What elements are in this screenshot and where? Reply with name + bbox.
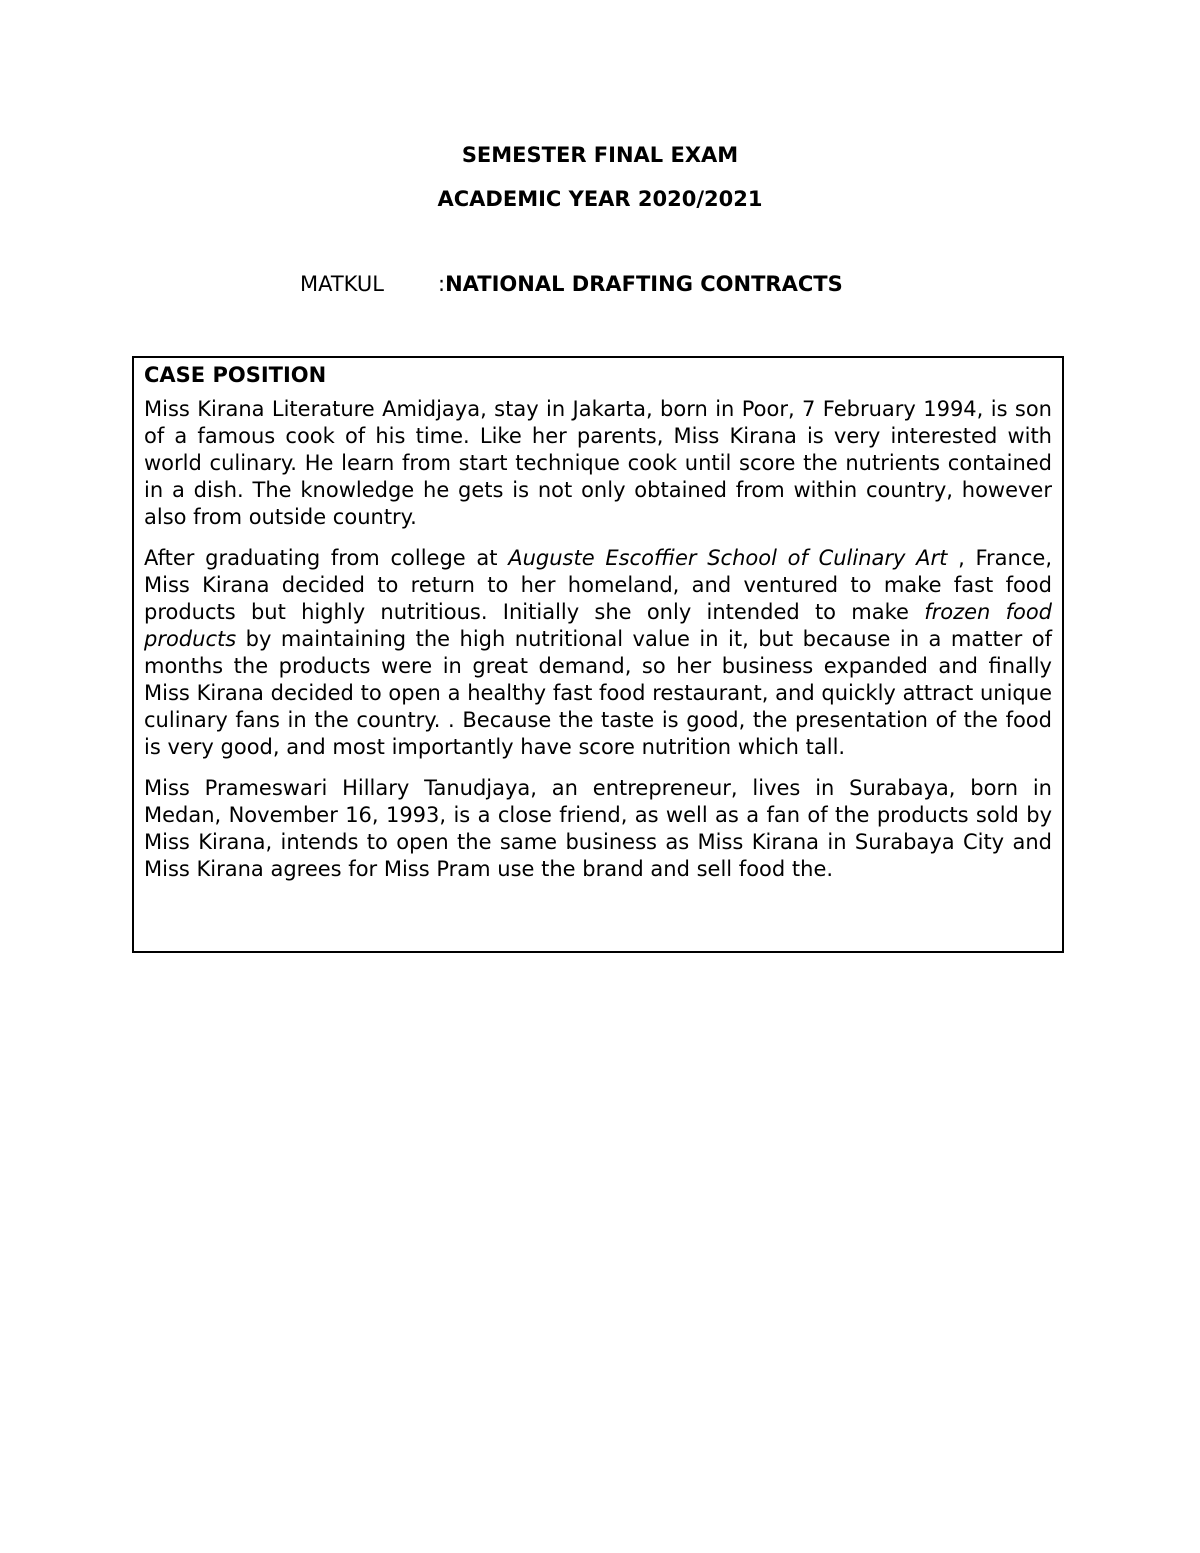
subject-label: MATKUL — [300, 272, 384, 296]
academic-year: ACADEMIC YEAR 2020/2021 — [437, 187, 763, 211]
product-term: frozen food products — [144, 600, 1053, 651]
case-paragraph-2-text: After graduating from college at — [144, 546, 509, 570]
subject-value: NATIONAL DRAFTING CONTRACTS — [445, 272, 843, 296]
exam-title: SEMESTER FINAL EXAM — [461, 143, 739, 167]
case-paragraph-1: Miss Kirana Literature Amidjaya, stay in Jakarta, born in Poor, 7 February 1994, is son of a famous cook of his time. Like her parents, Miss Kirana is very interested with world culinary. He learn from start technique cook until score the nutrients contained in a dish. The knowledge he gets is not only obtained from within country, however also from outside country. — [144, 397, 1052, 529]
subject-row — [300, 270, 1000, 298]
case-paragraph-2-text: , France, Miss Kirana decided to return to her homeland, and ventured to make fast food products but highly nutritious. Initially she only intended to make — [144, 546, 1053, 624]
case-paragraph-3: Miss Prameswari Hillary Tanudjaya, an entrepreneur, lives in Surabaya, born in Medan, November 16, 1993, is a close friend, as well as a fan of the products sold by Miss Kirana, intends to open the same business as Miss Kirana in Surabaya City and Miss Kirana agrees for Miss Pram use the brand and sell food the. — [144, 776, 1052, 881]
subject-separator: : — [438, 272, 446, 296]
case-paragraph-2-text: by maintaining the high nutritional value in it, but because in a matter of months the products were in great demand, so her business expanded and finally Miss Kirana decided to open a healthy fast food restaurant, and quickly attract unique culinary fans in the country. . Because the taste is good, the presentation of the food is very good, and most importantly have score nutrition which tall. — [144, 627, 1052, 759]
case-paragraph-2 — [144, 545, 1052, 761]
school-name: Auguste Escoffier School of Culinary Art — [508, 546, 948, 570]
case-heading: CASE POSITION — [144, 363, 327, 387]
case-position-box — [132, 356, 1064, 953]
